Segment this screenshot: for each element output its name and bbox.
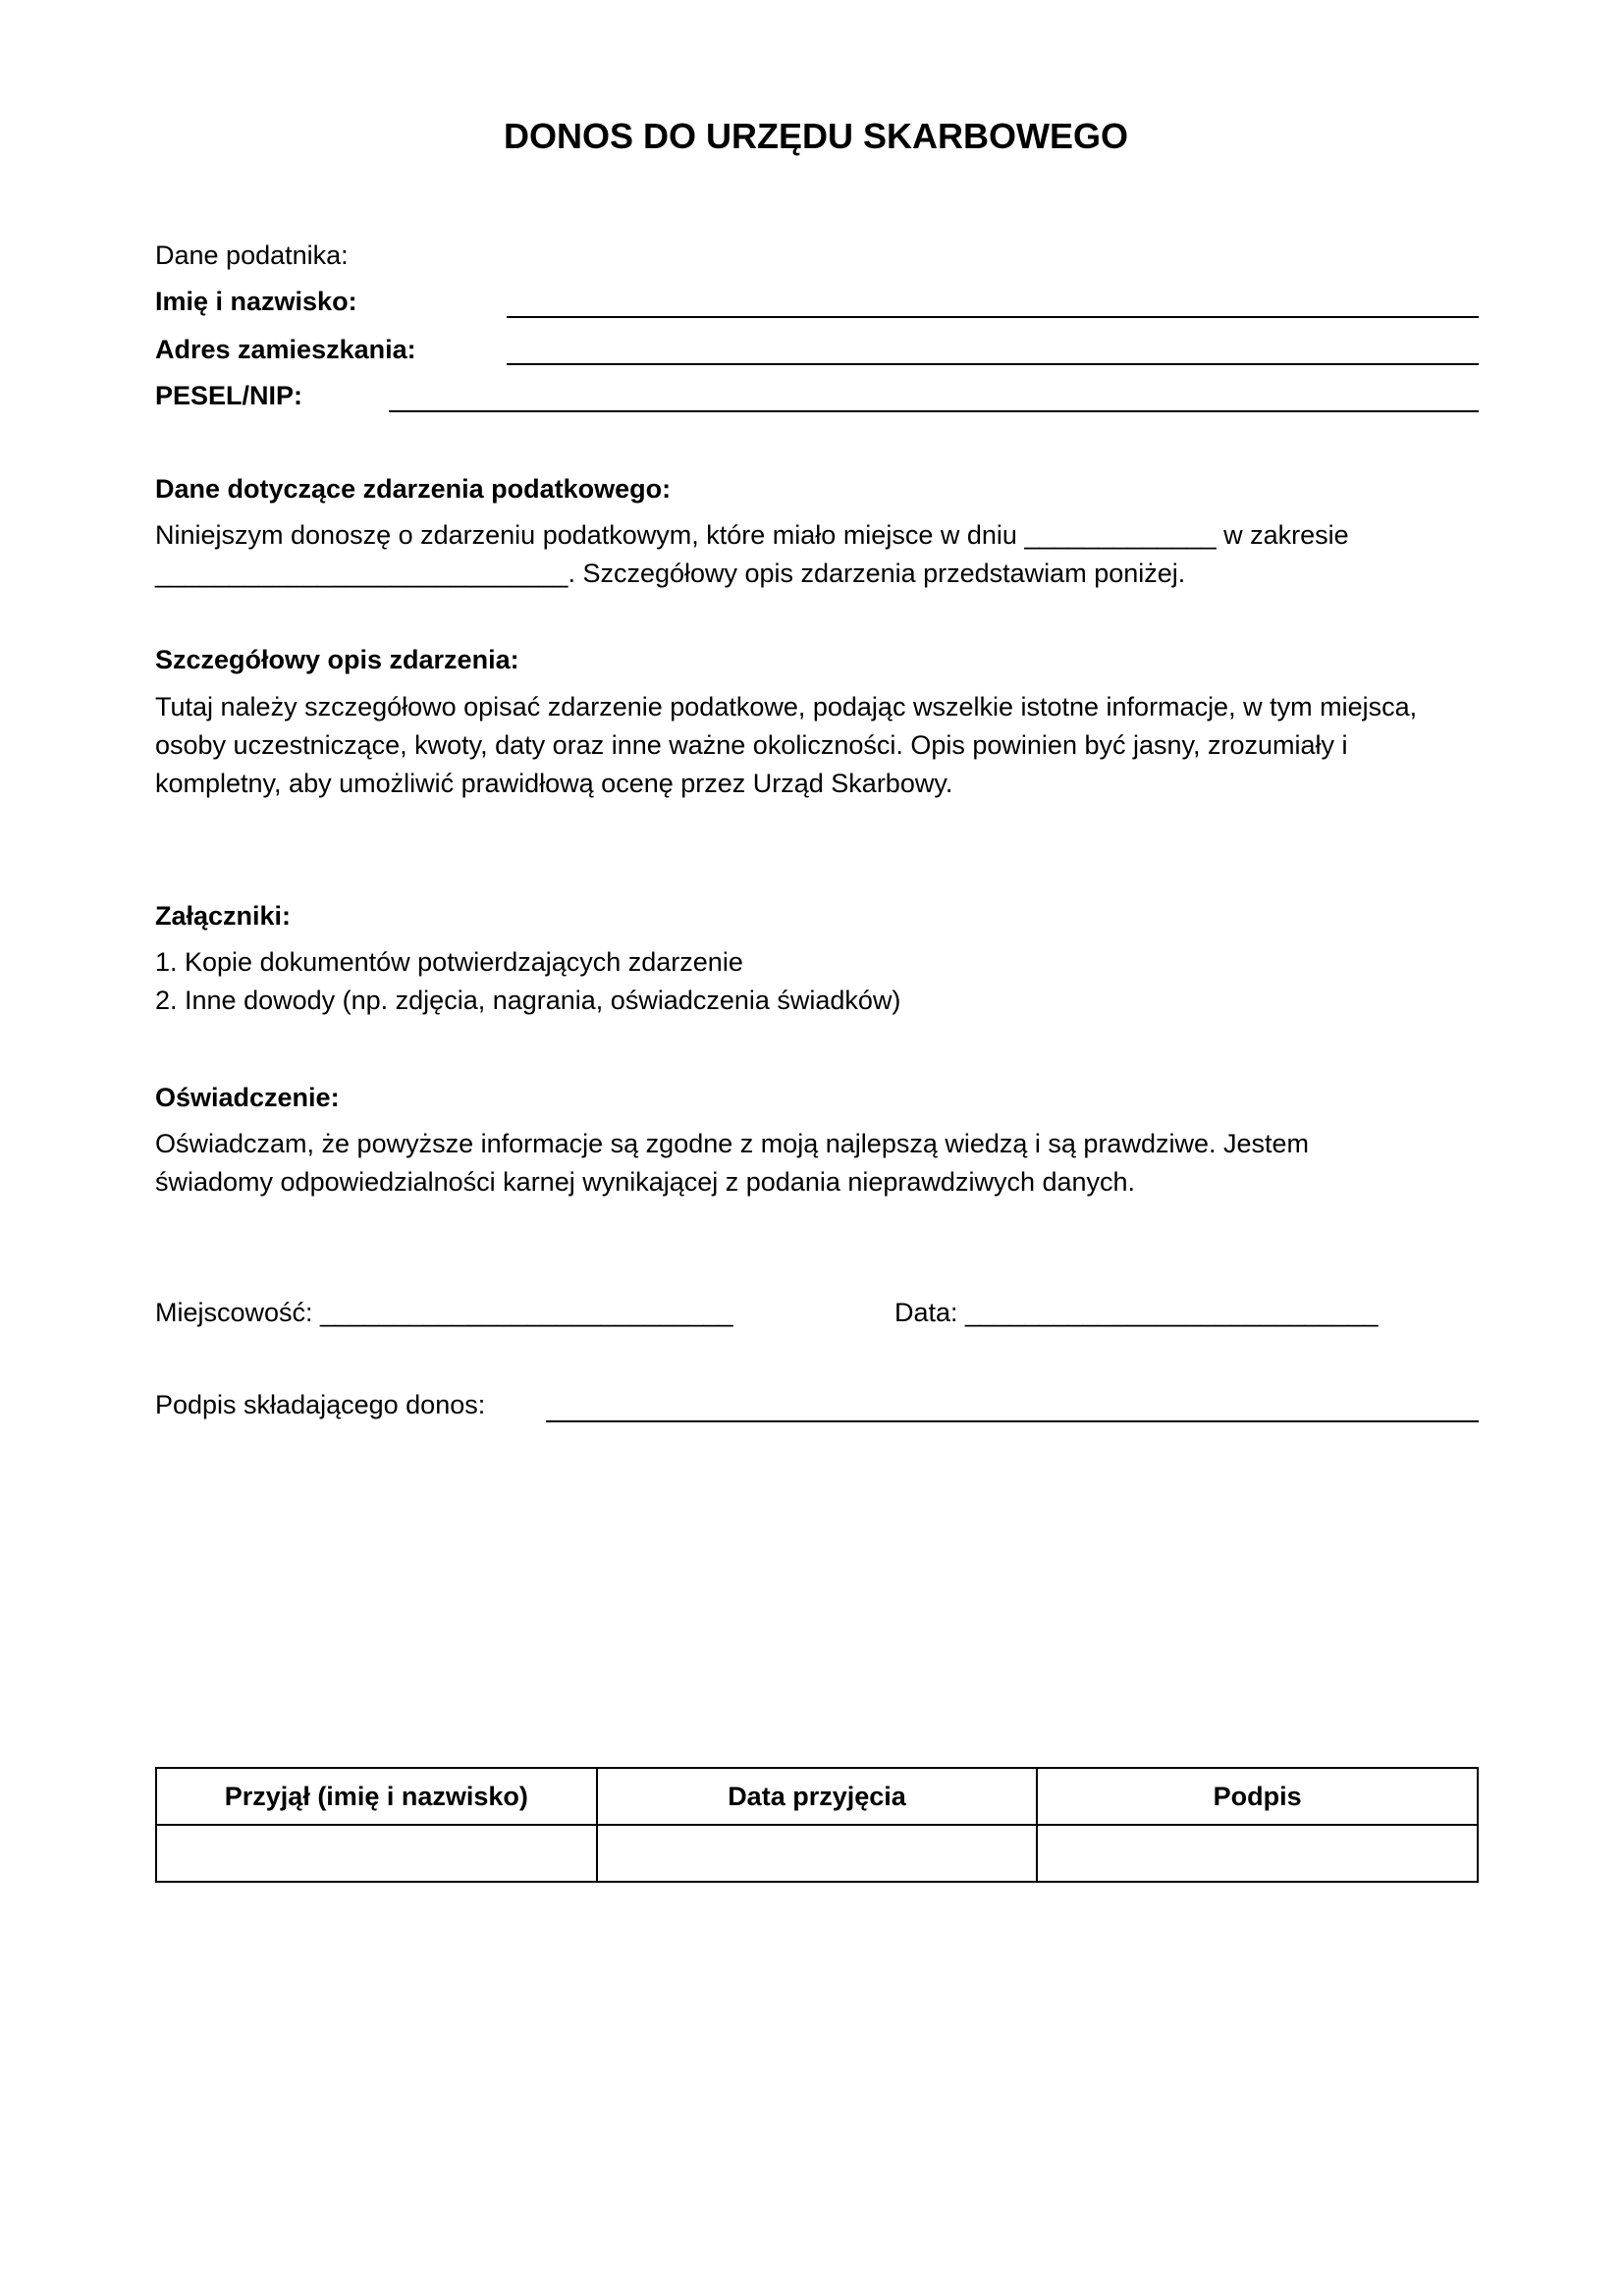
table-header-row [156, 1768, 1478, 1825]
address-field-line[interactable] [507, 363, 1479, 365]
statement-text-line-2: świadomy odpowiedzialności karnej wynikającej z podania nieprawdziwych danych. [155, 1167, 1136, 1197]
description-text-line-2: osoby uczestniczące, kwoty, daty oraz inne ważne okoliczności. Opis powinien być jasny, zrozumiały i [155, 730, 1348, 760]
signer-signature-line[interactable] [546, 1420, 1479, 1422]
event-text-line-1: Niniejszym donoszę o zdarzeniu podatkowym, które miało miejsce w dniu _____________ w zakresie [155, 520, 1349, 550]
attachments-heading: Załączniki: [155, 901, 292, 931]
signature-cell[interactable] [1037, 1825, 1478, 1882]
signer-label: Podpis składającego donos: [155, 1390, 486, 1419]
pesel-label: PESEL/NIP: [155, 381, 303, 410]
event-heading: Dane dotyczące zdarzenia podatkowego: [155, 474, 672, 504]
name-field-line[interactable] [507, 316, 1479, 318]
description-heading: Szczegółowy opis zdarzenia: [155, 645, 519, 674]
statement-text-line-1: Oświadczam, że powyższe informacje są zgodne z moją najlepszą wiedzą i są prawdziwe. Jestem [155, 1129, 1310, 1158]
date-field[interactable]: Data: ____________________________ [894, 1298, 1379, 1327]
registry-table [155, 1767, 1479, 1883]
description-text-line-1: Tutaj należy szczegółowo opisać zdarzenie podatkowe, podając wszelkie istotne informacje, w tym miejsca, [155, 692, 1418, 721]
pesel-field-line[interactable] [389, 410, 1479, 412]
event-text-line-2: ____________________________. Szczegółowy opis zdarzenia przedstawiam poniżej. [155, 559, 1186, 588]
statement-heading: Oświadczenie: [155, 1083, 340, 1112]
document-title: DONOS DO URZĘDU SKARBOWEGO [503, 116, 1128, 156]
name-label: Imię i nazwisko: [155, 287, 357, 316]
received-by-header: Przyjął (imię i nazwisko) [156, 1768, 597, 1825]
table-row [156, 1825, 1478, 1882]
attachment-item: 2. Inne dowody (np. zdjęcia, nagrania, oświadczenia świadków) [155, 986, 901, 1015]
date-received-cell[interactable] [597, 1825, 1038, 1882]
taxpayer-heading: Dane podatnika: [155, 240, 349, 270]
attachment-item: 1. Kopie dokumentów potwierdzających zdarzenie [155, 947, 743, 977]
signature-header: Podpis [1037, 1768, 1478, 1825]
description-text-line-3: kompletny, aby umożliwić prawidłową ocenę przez Urząd Skarbowy. [155, 769, 953, 798]
address-label: Adres zamieszkania: [155, 335, 416, 364]
place-field[interactable]: Miejscowość: ____________________________ [155, 1298, 733, 1327]
date-received-header: Data przyjęcia [597, 1768, 1038, 1825]
received-by-cell[interactable] [156, 1825, 597, 1882]
